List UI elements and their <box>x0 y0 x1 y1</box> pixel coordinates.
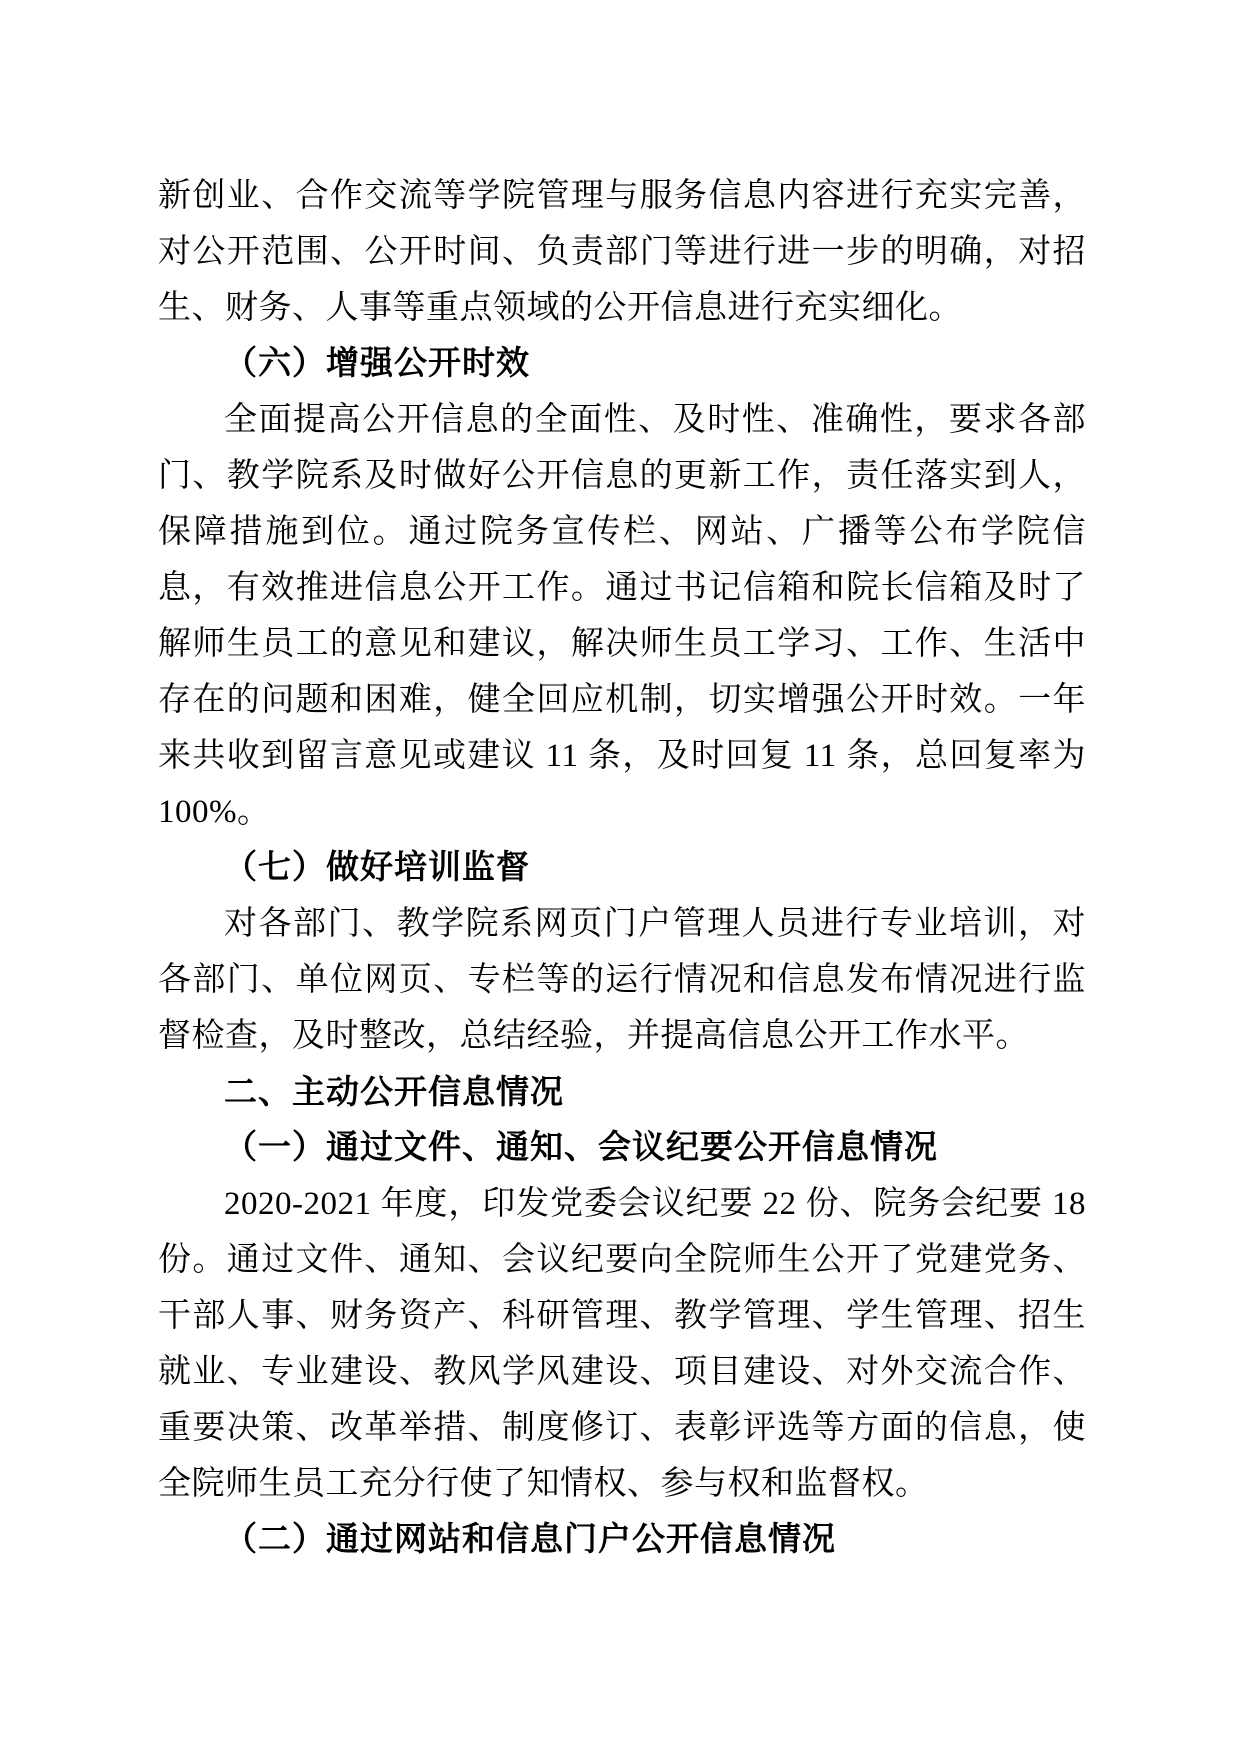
paragraph-section-6: 全面提高公开信息的全面性、及时性、准确性，要求各部门、教学院系及时做好公开信息的更新工作，责任落实到人，保障措施到位。通过院务宣传栏、网站、广播等公布学院信息，有效推进信息公开工作。通过书记信箱和院长信箱及时了解师生员工的意见和建议，解决师生员工学习、工作、生活中存在的问题和困难，健全回应机制，切实增强公开时效。一年来共收到留言意见或建议 11 条，及时回复 11 条，总回复率为 100%。 <box>158 402 1086 830</box>
paragraph-section-7: 对各部门、教学院系网页门户管理人员进行专业培训，对各部门、单位网页、专栏等的运行情况和信息发布情况进行监督检查，及时整改，总结经验，并提高信息公开工作水平。 <box>158 906 1086 1054</box>
chapter-heading-2: 二、主动公开信息情况 <box>224 1073 564 1110</box>
section-heading-6: （六）增强公开时效 <box>224 346 530 382</box>
paragraph-continuation: 新创业、合作交流等学院管理与服务信息内容进行充实完善，对公开范围、公开时间、负责部门等进行进一步的明确，对招生、财务、人事等重点领域的公开信息进行充实细化。 <box>158 178 1086 326</box>
paragraph-section-2-1: 2020-2021 年度，印发党委会议纪要 22 份、院务会纪要 18 份。通过文件、通知、会议纪要向全院师生公开了党建党务、干部人事、财务资产、科研管理、教学管理、学生管理、招生就业、专业建设、教风学风建设、项目建设、对外交流合作、重要决策、改革举措、制度修订、表彰评选等方面的信息，使全院师生员工充分行使了知情权、参与权和监督权。 <box>158 1186 1086 1502</box>
section-heading-2-2: （二）通过网站和信息门户公开信息情况 <box>224 1522 836 1558</box>
section-heading-2-1: （一）通过文件、通知、会议纪要公开信息情况 <box>224 1130 938 1166</box>
document-content <box>158 168 1086 1568</box>
section-heading-7: （七）做好培训监督 <box>224 850 530 886</box>
